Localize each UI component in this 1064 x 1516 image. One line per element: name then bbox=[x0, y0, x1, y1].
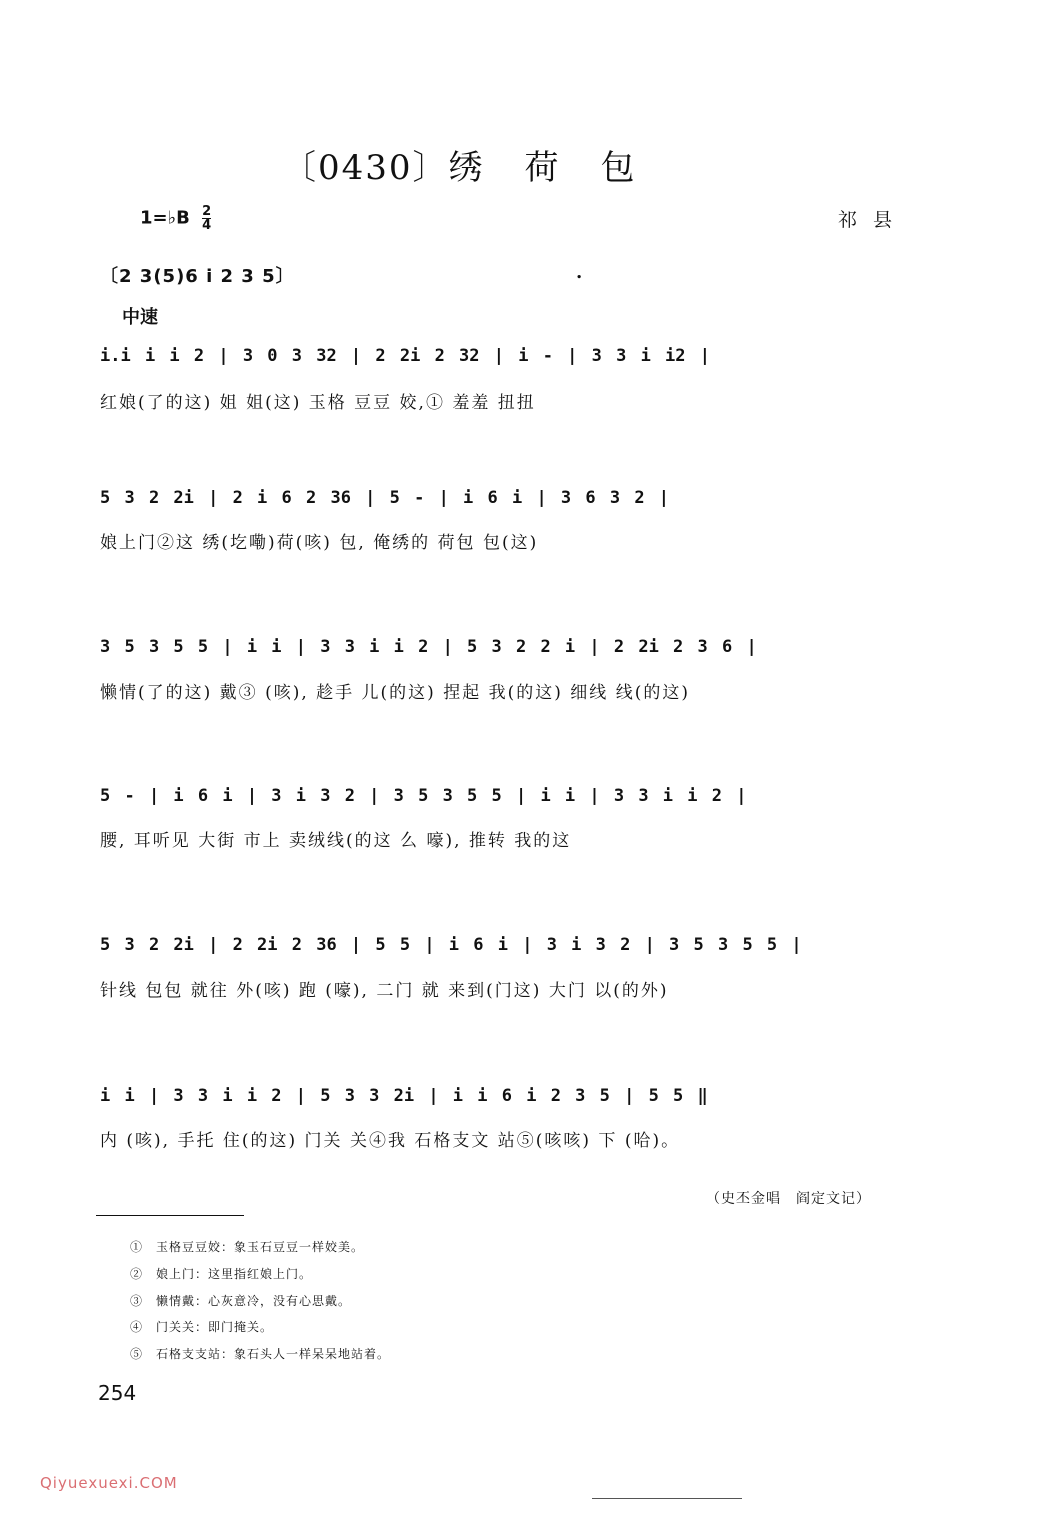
lyrics-line-1: 红娘(了的这) 姐 姐(这) 玉格 豆豆 姣,① 羞羞 扭扭 bbox=[100, 393, 536, 413]
watermark: Qiyuexuexi.COM bbox=[40, 1474, 178, 1492]
title-char-2: 荷 bbox=[524, 148, 561, 188]
lyrics-line-4: 腰, 耳听见 大街 市上 卖绒线(的这 么 嚎), 推转 我的这 bbox=[100, 831, 572, 851]
footnote-4: ④ 门关关：即门掩关。 bbox=[130, 1320, 274, 1334]
title-char-1: 绣 bbox=[448, 148, 485, 188]
song-title bbox=[282, 140, 637, 189]
lyrics-line-2: 娘上门②这 绣(圪嘞)荷(咳) 包, 俺绣的 荷包 包(这) bbox=[100, 533, 539, 553]
notation-line-3: 3 5 3 5 5 | i i | 3 3 i i 2 | 5 3 2 2 i | 2 2i 2 3 6 | bbox=[100, 637, 757, 657]
time-denominator: 4 bbox=[202, 218, 212, 233]
tempo-marking: 中速 bbox=[122, 307, 158, 328]
footnote-3: ③ 懒情戴：心灰意冷，没有心思戴。 bbox=[130, 1294, 352, 1308]
credit-line: （史丕金唱 阎定文记） bbox=[706, 1191, 871, 1207]
footnote-divider bbox=[96, 1215, 244, 1216]
key-label: 1=♭B bbox=[140, 207, 190, 229]
footnote-1: ① 玉格豆豆姣：象玉石豆豆一样姣美。 bbox=[130, 1240, 365, 1254]
dot-mark: . bbox=[576, 262, 583, 283]
intro-phrase: 〔2 3(5)6 i 2 3 5〕 bbox=[100, 266, 295, 287]
page-number: 254 bbox=[98, 1381, 137, 1405]
lyrics-line-3: 懒情(了的这) 戴③ (咳), 趁手 儿(的这) 捏起 我(的这) 细线 线(的这) bbox=[100, 683, 690, 703]
notation-line-5: 5 3 2 2i | 2 2i 2 36 | 5 5 | i 6 i | 3 i 3 2 | 3 5 3 5 5 | bbox=[100, 935, 802, 955]
lyrics-line-6: 内 (咳), 手托 住(的这) 门关 关④我 石格支文 站⑤(咳咳) 下 (哈)。 bbox=[100, 1131, 681, 1151]
notation-line-2: 5 3 2 2i | 2 i 6 2 36 | 5 - | i 6 i | 3 6 3 2 | bbox=[100, 488, 670, 508]
region-label: 祁县 bbox=[838, 209, 909, 231]
key-signature bbox=[140, 205, 211, 232]
notation-line-4: 5 - | i 6 i | 3 i 3 2 | 3 5 3 5 5 | i i | 3 3 i i 2 | bbox=[100, 786, 747, 806]
notation-line-6: i i | 3 3 i i 2 | 5 3 3 2i | i i 6 i 2 3 5 | 5 5 ‖ bbox=[100, 1086, 708, 1106]
time-signature bbox=[202, 205, 211, 232]
footnote-5: ⑤ 石格支支站：象石头人一样呆呆地站着。 bbox=[130, 1347, 391, 1361]
bottom-rule bbox=[592, 1498, 742, 1499]
title-char-3: 包 bbox=[600, 148, 637, 188]
notation-line-1: i.i i i 2 | 3 0 3 32 | 2 2i 2 32 | i - | 3 3 i i2 | bbox=[100, 346, 710, 366]
time-numerator: 2 bbox=[202, 204, 212, 219]
footnote-2: ② 娘上门：这里指红娘上门。 bbox=[130, 1267, 313, 1281]
song-number: 〔0430〕 bbox=[282, 148, 449, 188]
lyrics-line-5: 针线 包包 就往 外(咳) 跑 (嚎), 二门 就 来到(门这) 大门 以(的外) bbox=[100, 981, 669, 1001]
